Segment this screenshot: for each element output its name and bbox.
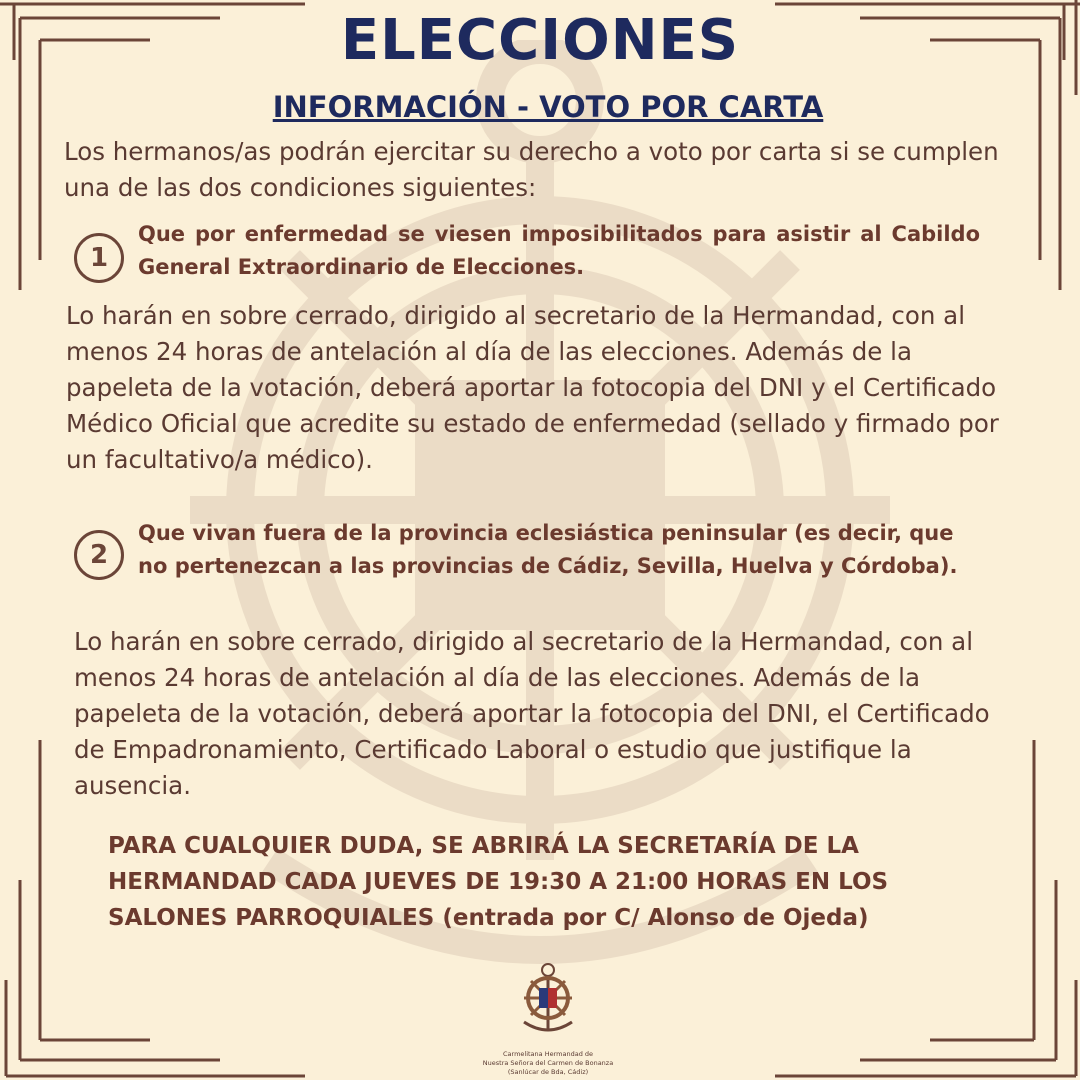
- office-hours-notice: PARA CUALQUIER DUDA, SE ABRIRÁ LA SECRETARÍA DE LA HERMANDAD CADA JUEVES DE 19:30 A 21:00 HORAS EN LOS SALONES PARROQUIALES (entrada por C/ Alonso de Ojeda): [108, 833, 889, 931]
- condition-2-number-badge: 2: [74, 530, 124, 580]
- crest-caption: [440, 1050, 656, 1077]
- intro-paragraph: Los hermanos/as podrán ejercitar su derecho a voto por carta si se cumplen una de las dos condiciones siguientes:: [64, 137, 999, 202]
- page-subtitle: INFORMACIÓN - VOTO POR CARTA: [272, 90, 824, 124]
- condition-1-number-badge: 1: [74, 233, 124, 283]
- condition-2-description: Lo harán en sobre cerrado, dirigido al secretario de la Hermandad, con al menos 24 horas de antelación al día de las elecciones. Además de la papeleta de la votación, deberá aportar la fotocopia del DNI, el Certificado de Empadronamiento, Certificado Laboral o estudio que justifique la ausencia.: [74, 627, 990, 800]
- condition-1-description: Lo harán en sobre cerrado, dirigido al secretario de la Hermandad, con al menos 24 horas de antelación al día de las elecciones. Además de la papeleta de la votación, deberá aportar la fotocopia del DNI y el Certificado Médico Oficial que acredite su estado de enfermedad (sellado y firmado por un facultativo/a médico).: [66, 301, 999, 474]
- crest-caption-line: Carmelitana Hermandad de: [502, 1050, 594, 1058]
- crest-caption-line: (Sanlúcar de Bda, Cádiz): [507, 1068, 589, 1076]
- brotherhood-crest-icon: [516, 960, 580, 1040]
- condition-1-title: Que por enfermedad se viesen imposibilitados para asistir al Cabildo General Extraordinario de Elecciones.: [138, 222, 980, 279]
- crest-caption-line: Nuestra Señora del Carmen de Bonanza: [482, 1059, 614, 1067]
- condition-2-title: Que vivan fuera de la provincia eclesiástica peninsular (es decir, que no pertenezcan a las provincias de Cádiz, Sevilla, Huelva y Córdoba).: [138, 521, 958, 578]
- page-title: ELECCIONES: [340, 8, 740, 73]
